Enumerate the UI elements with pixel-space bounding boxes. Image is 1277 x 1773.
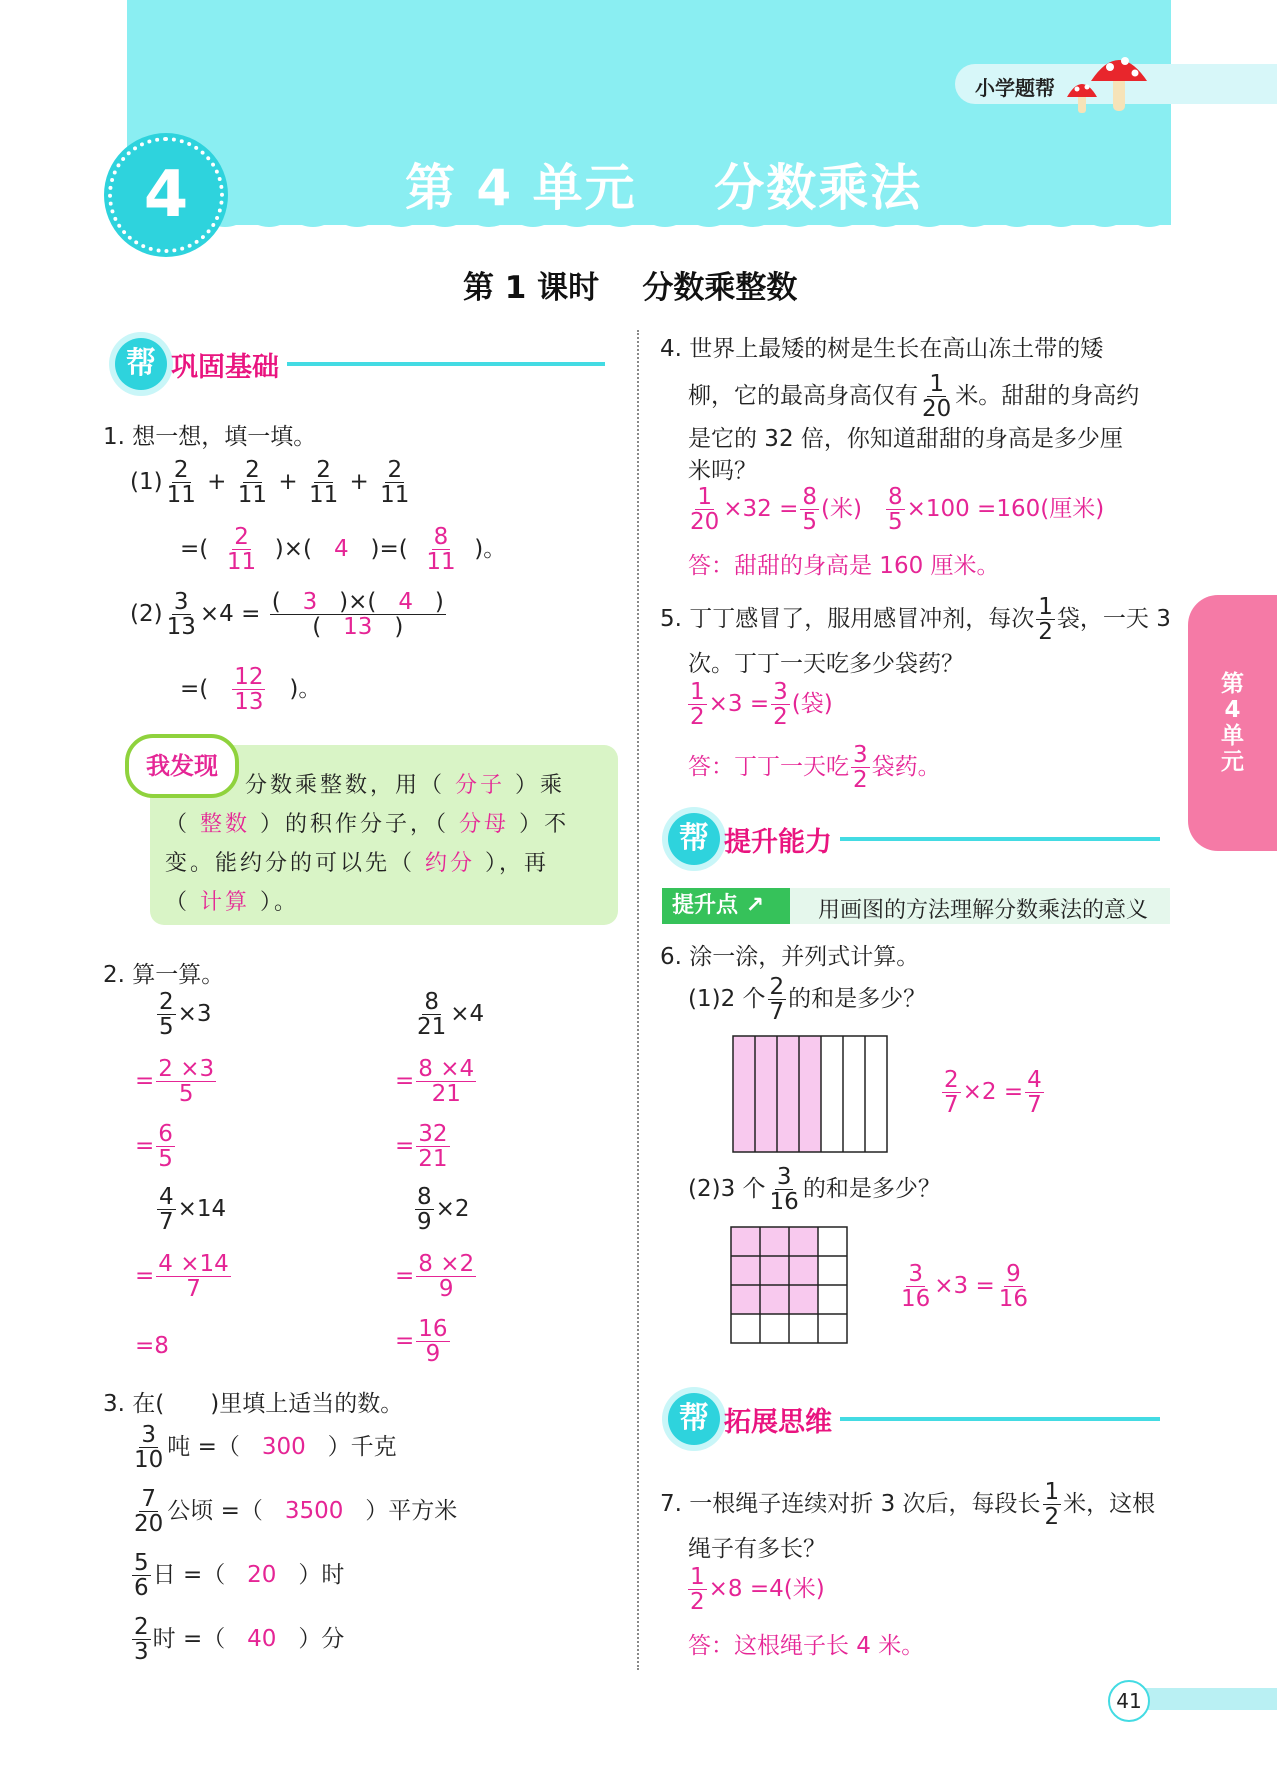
q5-calculation: $\frac{1}{2}$ ×3 = $\frac{3}{2}$ (袋) — [690, 679, 833, 731]
section-rule — [287, 362, 605, 366]
side-tab-char: 第 — [1221, 671, 1244, 697]
column-divider — [637, 330, 639, 1670]
side-tab-char: 元 — [1221, 749, 1244, 775]
tip-text: 用画图的方法理解分数乘法的意义 — [818, 898, 1149, 923]
answer-value: 约分 — [425, 851, 476, 876]
q2-item-1: $\frac{2}{5}$ ×3 — [159, 989, 212, 1041]
section-icon: 帮 — [115, 338, 167, 390]
q1-part2-result: =( $\frac{12}{13}$ )。 — [180, 664, 322, 716]
q2-item-2-step1: = $\frac{8 \times 4}{21}$ — [395, 1056, 475, 1108]
q3-item-2: $\frac{7}{20}$ 公顷 =（ 3500 ）平方米 — [134, 1486, 458, 1538]
side-tab-char: 4 — [1224, 697, 1241, 723]
q5-answer: 答：丁丁一天吃 $\frac{3}{2}$ 袋药。 — [688, 742, 941, 794]
answer-value: 4 — [333, 536, 349, 563]
q6-part2: (2)3 个 $\frac{3}{16}$ 的和是多少？ — [688, 1164, 941, 1216]
fraction-blank: $\frac{( 3 )\times( 4 )}{( 13 )}$ — [271, 589, 444, 641]
unit-side-tab[interactable] — [1188, 595, 1277, 851]
answer-value: 分子 — [454, 773, 505, 798]
q2-item-3: $\frac{4}{7}$ ×14 — [159, 1184, 227, 1236]
fraction: $\frac{2}{11}$ — [166, 457, 196, 509]
q3-title: 3. 在( )里填上适当的数。 — [103, 1391, 404, 1417]
fraction: $\frac{2}{11}$ — [380, 457, 410, 509]
answer-fraction: $\frac{12}{13}$ — [234, 664, 264, 716]
q1-part2 — [130, 590, 448, 639]
q2-item-1-step1: = $\frac{2 \times 3}{5}$ — [135, 1056, 215, 1108]
q7-answer: 答：这根绳子长 4 米。 — [688, 1633, 925, 1659]
part-label: (1) — [130, 469, 163, 496]
answer-value: 3500 — [284, 1498, 344, 1525]
q2-item-3-step1: = $\frac{4 \times 14}{7}$ — [135, 1251, 229, 1303]
section-improve-header — [668, 815, 1160, 863]
q3-item-3: $\frac{5}{6}$ 日 =（ 20 ）时 — [134, 1550, 345, 1602]
q6-part1-calculation: $\frac{2}{7}$ ×2 = $\frac{4}{7}$ — [944, 1067, 1042, 1119]
fraction: $\frac{3}{13}$ — [166, 589, 196, 641]
fraction: $\frac{2}{11}$ — [308, 457, 339, 509]
q2-item-4-step1: = $\frac{8 \times 2}{9}$ — [395, 1251, 475, 1303]
answer-value: 分母 — [459, 812, 510, 837]
q2-item-2-step2: = $\frac{32}{21}$ — [395, 1121, 448, 1173]
q2-item-2: $\frac{8}{21}$ ×4 — [417, 989, 485, 1041]
tip-tag: 提升点 ↗ — [662, 888, 790, 924]
q7-line1: 7. 一根绳子连续对折 3 次后，每段长 $\frac{1}{2}$ 米，这根 — [660, 1479, 1156, 1531]
strip-diagram-sevenths — [732, 1035, 892, 1153]
unit-number-badge: 4 — [108, 137, 224, 253]
q7-calculation: $\frac{1}{2}$ ×8 =4(米) — [690, 1564, 825, 1616]
answer-fraction: $\frac{2}{11}$ — [226, 524, 257, 576]
grid-diagram-sixteenths — [730, 1226, 850, 1346]
answer-value: 13 — [343, 614, 373, 641]
q1-title: 1. 想一想，填一填。 — [103, 424, 317, 450]
q1-part1: (1) $\frac{2}{11}$ + $\frac{2}{11}$ + $\frac{2}{11}$ + $\frac{2}{11}$ — [130, 457, 410, 509]
q3-item-1: $\frac{3}{10}$ 吨 =（ 300 ）千克 — [134, 1422, 397, 1474]
unit-title: 第 4 单元 分数乘法 — [405, 159, 923, 217]
page-number: 41 — [1108, 1680, 1150, 1722]
answer-value: 整数 — [200, 812, 251, 837]
section-extend-header — [668, 1395, 1160, 1443]
section-rule — [840, 837, 1160, 841]
section-basic-header — [115, 340, 605, 388]
lesson-title: 第 1 课时 分数乘整数 — [463, 270, 798, 306]
q2-title: 2. 算一算。 — [103, 962, 225, 988]
q2-item-1-step2: = $\frac{6}{5}$ — [135, 1121, 173, 1173]
q4-line3: 是它的 32 倍，你知道甜甜的身高是多少厘 — [688, 426, 1123, 452]
arrow-icon: ↗ — [745, 893, 765, 918]
discover-tag: 我发现 — [125, 734, 239, 798]
mushroom-icon — [1065, 45, 1155, 115]
operator: ×4 = — [199, 601, 261, 628]
answer-value: 3 — [302, 589, 318, 615]
q6-part1: (1)2 个 $\frac{2}{7}$ 的和是多少？ — [688, 974, 927, 1026]
q4-line4: 米吗？ — [688, 458, 757, 484]
answer-fraction: $\frac{8}{11}$ — [426, 524, 456, 576]
answer-value: 计算 — [200, 890, 251, 915]
section-title: 提升能力 — [724, 826, 832, 858]
section-rule — [840, 1417, 1160, 1421]
q5-line1: 5. 丁丁感冒了，服用感冒冲剂，每次 $\frac{1}{2}$ 袋，一天 3 — [660, 594, 1171, 646]
answer-value: 40 — [247, 1626, 277, 1653]
page-number-bar — [1130, 1688, 1277, 1710]
section-icon: 帮 — [668, 1393, 720, 1445]
q2-item-3-step2: =8 — [135, 1333, 169, 1359]
part-label: (2) — [130, 601, 163, 628]
answer-value: 20 — [247, 1562, 277, 1589]
section-icon: 帮 — [668, 813, 720, 865]
q4-line2: 柳，它的最高身高仅有 $\frac{1}{20}$ 米。甜甜的身高约 — [688, 371, 1140, 423]
answer-value: 300 — [261, 1434, 306, 1461]
fraction: $\frac{2}{11}$ — [237, 457, 268, 509]
section-title: 拓展思维 — [724, 1406, 832, 1438]
side-tab-char: 单 — [1221, 723, 1244, 749]
q2-item-4-step2: = $\frac{16}{9}$ — [395, 1316, 448, 1368]
q1-part1-answer: =( $\frac{2}{11}$ )×( 4 )=( $\frac{8}{11}$ )。 — [180, 524, 507, 576]
q3-item-4: $\frac{2}{3}$ 时 =（ 40 ）分 — [134, 1614, 345, 1666]
discover-text: 分数乘整数，用（ 分子 ）乘（ 整数 ）的积作分子，（ 分母 ）不变。能约分的可以先（ 约分 ），再（ 计算 ）。 — [165, 773, 570, 915]
q5-line2: 次。丁丁一天吃多少袋药？ — [688, 651, 964, 677]
q6-part2-calculation: $\frac{3}{16}$ ×3 = $\frac{9}{16}$ — [901, 1261, 1029, 1313]
q2-item-4: $\frac{8}{9}$ ×2 — [417, 1184, 470, 1236]
q6-title: 6. 涂一涂，并列式计算。 — [660, 944, 920, 970]
section-title: 巩固基础 — [171, 351, 279, 383]
q4-answer: 答：甜甜的身高是 160 厘米。 — [688, 553, 1000, 579]
brand-name: 小学题帮 — [975, 76, 1055, 100]
q4-line1: 4. 世界上最矮的树是生长在高山冻土带的矮 — [660, 336, 1104, 362]
q4-calculation: $\frac{1}{20}$ ×32 = $\frac{8}{5}$ (米) $\frac{8}{5}$ ×100 =160(厘米) — [690, 484, 1105, 536]
answer-value: 4 — [398, 589, 413, 615]
q7-line2: 绳子有多长？ — [688, 1536, 826, 1562]
